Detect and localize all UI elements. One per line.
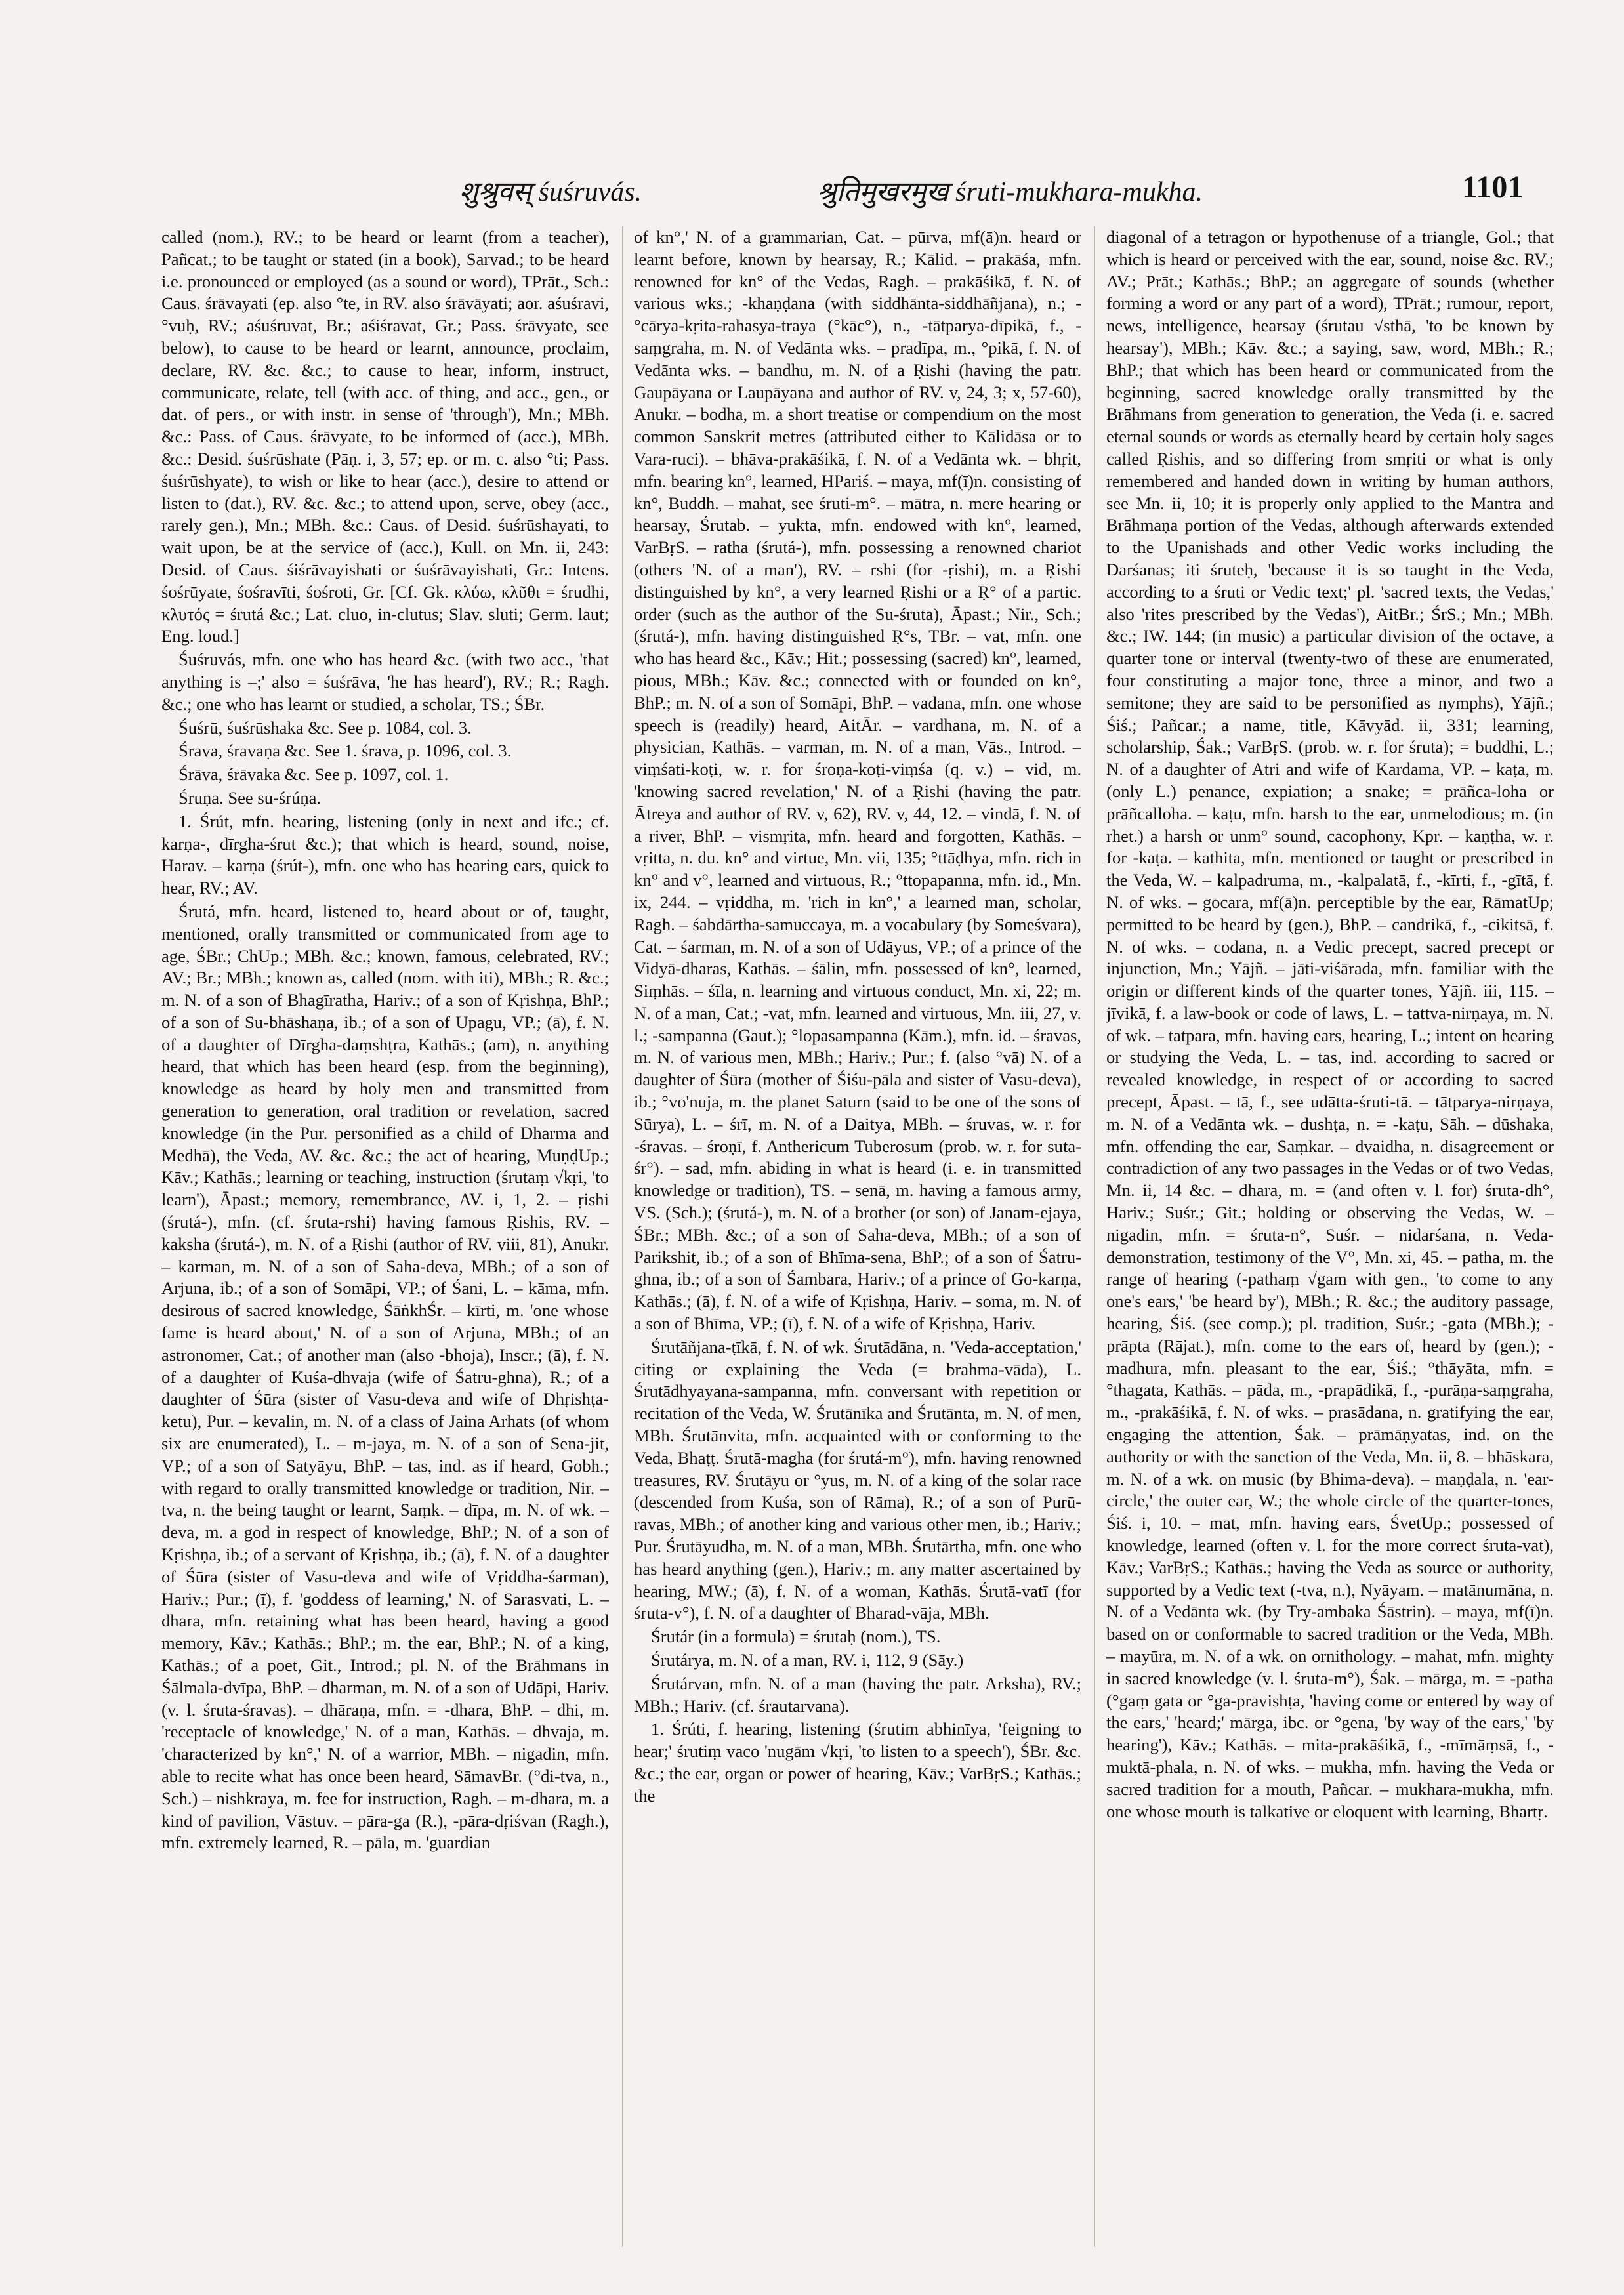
entry-sruta: Śrutá, mfn. heard, listened to, heard about or of, taught, mentioned, orally transmitted or communicated from age to age, ŚBr.; ChUp.; MBh. &c.; known, famous, celebrated, RV.; AV.; Br.; MBh.; known as, called (nom. with iti), MBh.; R. &c.; m. N. of a son of Bhagīratha, Hariv.; of a son of Kṛishṇa, BhP.; of a son of Su-bhāshaṇa, ib.; of a son of Upagu, VP.; (ā), f. N. of a daughter of Dīrgha-daṃshṭra, Kathās.; (am), n. anything heard, that which has been heard (esp. from the beginning), knowledge as heard by holy men and transmitted from generation to generation, oral tradition or revelation, sacred knowledge (in the Pur. personified as a child of Dharma and Medhā), the Veda, AV. &c. &c.; the act of hearing, MuṇḍUp.; Kāv.; Kathās.; learning or teaching, instruction (śrutaṃ √kṛi, 'to learn'), Āpast.; memory, remembrance, AV. i, 1, 2. – ṛishi (śrutá-), mfn. (cf. śruta-rshi) having famous Ṛishis, RV. – kaksha (śrutá-), m. N. of a Ṛishi (author of RV. viii, 81), Anukr. – karman, m. N. of a son of Saha-deva, MBh.; of a son of Arjuna, ib.; of a son of Somāpi, VP.; of Śani, L. – kāma, mfn. desirous of sacred knowledge, ŚāṅkhŚr. – kīrti, m. 'one whose fame is heard about,' N. of a son of Arjuna, MBh.; of an astronomer, Cat.; of another man (also -bhoja), Inscr.; (ā), f. N. of a daughter of Kuśa-dhvaja (wife of Śatru-ghna), R.; of a daughter of Śūra (sister of Vasu-deva and wife of Dhṛishṭa-ketu), Pur. – kevalin, m. N. of a class of Jaina Arhats (of whom six are enumerated), L. – m-jaya, m. N. of a son of Sena-jit, VP.; of a son of Satyāyu, BhP. – tas, ind. as if heard, Gobh.; with regard to orally transmitted knowledge or tradition, Nir. – tva, n. the being taught or learnt, Saṃk. – dīpa, m. N. of wk. – deva, m. a god in respect of knowledge, BhP.; N. of a son of Kṛishṇa, ib.; of a servant of Kṛishṇa, ib.; (ā), f. N. of a daughter of Śūra (sister of Vasu-deva and wife of Vṛiddha-śarman), Hariv.; Pur.; (ī), f. 'goddess of learning,' N. of Sarasvati, L. – dhara, mfn. retaining what has been heard, having a good memory, Kāv.; Kathās.; BhP.; m. the ear, BhP.; N. of a king, Kathās.; of a poet, Git., Introd.; pl. N. of the Brāhmans in Śālmala-dvīpa, BhP. – dharman, m. N. of a son of Udāpi, Hariv. (v. l. śruta-śravas). – dhāraṇa, mfn. = -dhara, BhP. – dhi, m. 'receptacle of knowledge,' N. of a man, Kathās. – dhvaja, m. 'characterized by kn°,' N. of a warrior, MBh. – nigadin, mfn. able to recite what has once been heard, SāmavBr. (°di-tva, n., Sch.) – nishkraya, m. fee for instruction, Ragh. – m-dhara, m. a kind of pavilion, Vāstuv. – pāra-ga (R.), -pāra-dṛiśvan (Ragh.), mfn. extremely learned, R. – pāla, m. 'guardian — [161, 901, 609, 1853]
column-3 — [1106, 226, 1554, 2247]
entry-continuation: of kn°,' N. of a grammarian, Cat. – pūrva, mf(ā)n. heard or learnt before, known by hearsay, R.; Kālid. – prakāśa, mfn. renowned for kn° of the Vedas, Ragh. – prakāśikā, f. N. of various wks.; -khaṇḍana (with siddhānta-siddhāñjana), n.; -°cārya-kṛita-rahasya-traya (°kāc°), n., -tātparya-dīpikā, f., -saṃgraha, m. N. of Vedānta wks. – pradīpa, m., °pikā, f. N. of Vedānta wks. – bandhu, m. N. of a Ṛishi (having the patr. Gaupāyana or Laupāyana and author of RV. v, 24, 3; x, 57-60), Anukr. – bodha, m. a short treatise or compendium on the most common Sanskrit metres (attributed either to Kālidāsa or to Vara-ruci). – bhāva-prakāśikā, f. N. of a Vedānta wk. – bhṛit, mfn. bearing kn°, learned, HPariś. – maya, mf(ī)n. consisting of kn°, Buddh. – mahat, see śruti-m°. – mātra, n. mere hearing or hearsay, Śrutab. – yukta, mfn. endowed with kn°, learned, VarBṛS. – ratha (śrutá-), mfn. possessing a renowned chariot (others 'N. of a man'), RV. – rshi (for -ṛishi), m. a Ṛishi distinguished by kn°, a very learned Ṛishi or a Ṛ° of a partic. order (such as the author of the Su-śruta), Āpast.; Nir., Sch.; (śrutá-), mfn. having distinguished Ṛ°s, TBr. – vat, mfn. one who has heard &c., Kāv.; Hit.; possessing (sacred) kn°, learned, pious, MBh.; Kāv. &c.; connected with or founded on kn°, BhP.; m. N. of a son of Somāpi, BhP. – vadana, mfn. one whose speech is (readily) heard, AitĀr. – vardhana, m. N. of a physician, Kathās. – varman, m. N. of a man, Vās., Introd. – viṃśati-koṭi, w. r. for śroṇa-koṭi-viṃśa (q. v.) – vid, m. 'knowing sacred revelation,' N. of a Ṛishi (having the patr. Ātreya and author of RV. v, 62), RV. v, 44, 12. – vindā, f. N. of a river, BhP. – vismṛita, mfn. heard and forgotten, Kathās. – vṛitta, n. du. kn° and virtue, Mn. vii, 135; °ttāḍhya, mfn. rich in kn° and v°, learned and virtuous, R.; °ttopapanna, mfn. id., Mn. ix, 244. – vṛiddha, m. 'rich in kn°,' a learned man, scholar, Ragh. – śabdārtha-samuccaya, m. a vocabulary (by Someśvara), Cat. – śarman, m. N. of a son of Udāyus, VP.; of a prince of the Vidyā-dharas, Kathās. – śālin, mfn. possessed of kn°, learned, Siṃhās. – śīla, n. learning and virtuous conduct, Mn. xi, 22; m. N. of a man, Cat.; -vat, mfn. learned and virtuous, Mn. iii, 27, v. l.; -sampanna (Gaut.); °lopasampanna (Kām.), mfn. id. – śravas, m. N. of various men, MBh.; Hariv.; Pur.; f. (also °vā) N. of a daughter of Śūra (mother of Śiśu-pāla and sister of Vasu-deva), ib.; °vo'nuja, m. the planet Saturn (said to be one of the sons of Sūrya), L. – śrī, m. N. of a Daitya, MBh. – śruvas, w. r. for -śravas. – śroṇī, f. Anthericum Tuberosum (prob. w. r. for suta-śr°). – sad, mfn. abiding in what is heard (i. e. in transmitted knowledge or tradition), TS. – senā, m. having a famous army, VS. (Sch.); (śrutá-), m. N. of a brother (or son) of Janam-ejaya, ŚBr.; MBh. &c.; of a son of Saha-deva, MBh.; of a son of Parikshit, ib.; of a son of Bhīma-sena, BhP.; of a son of Śatru-ghna, ib.; of a son of Śambara, Hariv.; of a prince of Go-karṇa, Kathās.; (ā), f. N. of a wife of Kṛishṇa, Hariv. – soma, m. N. of a son of Bhīma, VP.; (ī), f. N. of a wife of Kṛishṇa, Hariv. — [634, 227, 1081, 1334]
page-number: 1101 — [1462, 170, 1524, 205]
center-running-headword: श्रुतिमुखरमुख śruti-mukhara-mukha. — [817, 177, 1203, 207]
entry-srava-long: Śrāva, śrāvaka &c. See p. 1097, col. 1. — [178, 764, 449, 785]
entry-srutar: Śrutár (in a formula) = śrutaḥ (nom.), TS. — [651, 1626, 941, 1647]
entry-srutarya: Śrutárya, m. N. of a man, RV. i, 112, 9 (Sāy.) — [651, 1650, 964, 1670]
entry-srava: Śrava, śravaṇa &c. See 1. śrava, p. 1096, col. 3. — [178, 741, 512, 761]
page-header — [0, 172, 1624, 211]
entry-srutanjana: Śrutāñjana-ṭīkā, f. N. of wk. Śrutādāna, n. 'Veda-acceptation,' citing or explaining the Veda (= brahma-vāda), L. Śrutādhyayana-sampanna, mfn. conversant with repetition or recitation of the Veda, W. Śrutānīka and Śrutānta, m. N. of men, MBh. Śrutānvita, mfn. acquainted with or conforming to the Veda, Bhaṭṭ. Śrutā-magha (for śrutá-m°), mfn. having renowned treasures, RV. Śrutāyu or °yus, m. N. of a king of the solar race (descended from Kuśa, son of Rāma), R.; of a son of Purū-ravas, MBh.; of another king and various other men, ib.; Hariv.; Pur. Śrutāyudha, m. N. of a man, MBh. Śrutārtha, mfn. one who has heard anything (gen.), Hariv.; m. any matter ascertained by hearing, MW.; (ā), f. N. of a woman, Kathās. Śrutā-vatī (for śruta-v°), f. N. of a daughter of Bharad-vāja, MBh. — [634, 1336, 1081, 1623]
left-running-headword: शुश्रुवस् śuśruvás. — [459, 177, 642, 207]
entry-srutarvan: Śrutárvan, mfn. N. of a man (having the patr. Arksha), RV.; MBh.; Hariv. (cf. śrautarvana). — [634, 1673, 1081, 1716]
column-1 — [161, 226, 609, 2247]
column-2 — [634, 226, 1081, 2247]
entry-susru: Śuśrū, śuśrūshaka &c. See p. 1084, col. 3. — [178, 717, 472, 737]
entry-continuation: called (nom.), RV.; to be heard or learnt (from a teacher), Pañcat.; to be taught or stated (in a book), Sarvad.; to be heard i.e. pronounced or employed (as a sound or word), TPrāt., Sch.: Caus. śrāvayati (ep. also °te, in RV. also śrāvāyati; aor. aśuśravi, °vuḥ, RV.; aśuśruvat, Br.; aśiśravat, Gr.; Pass. śrāvyate, see below), to cause to be heard or learnt, announce, proclaim, declare, RV. &c. &c.; to cause to hear, inform, instruct, communicate, relate, tell (with acc. of thing, and acc., gen., or dat. of pers., or with instr. in sense of 'through'), Mn.; MBh. &c.: Pass. of Caus. śrāvyate, to be informed of (acc.), MBh. &c.: Desid. śuśrūshate (Pāṇ. i, 3, 57; ep. or m. c. also °ti; Pass. śuśrūshyate), to wish or like to hear (acc.), desire to attend or listen to (dat.), RV. &c. &c.; to attend upon, serve, obey (acc., rarely gen.), Mn.; MBh. &c.: Caus. of Desid. śuśrūshayati, to wait upon, be at the service of (acc.), Kull. on Mn. ii, 243: Desid. of Caus. śiśrāvayishati or śuśrāvayishati, Gr.: Intens. śośrūyate, śośravīti, śośroti, Gr. [Cf. Gk. κλύω, κλῦθι = śrudhi, κλυτός = śrutá &c.; Lat. cluo, in-clutus; Slav. sluti; Germ. laut; Eng. loud.] — [161, 227, 609, 646]
column-divider-1 — [622, 226, 623, 2247]
column-divider-2 — [1094, 226, 1095, 2247]
entry-susruvas: Śuśruvás, mfn. one who has heard &c. (with two acc., 'that anything is –;' also = śuśrāva, 'he has heard'), RV.; R.; Ragh. &c.; one who has learnt or studied, a scholar, TS.; ŚBr. — [161, 650, 609, 714]
entry-sruna: Śruṇa. See su-śrúṇa. — [178, 787, 322, 808]
entry-sruti: 1. Śrúti, f. hearing, listening (śrutim abhinīya, 'feigning to hear;' śrutiṃ vaco 'nugām √kṛi, 'to listen to a speech'), ŚBr. &c. &c.; the ear, organ or power of hearing, Kāv.; VarBṛS.; Kathās.; the — [634, 1719, 1081, 1806]
entry-srut: 1. Śrút, mfn. hearing, listening (only in next and ifc.; cf. karṇa-, dīrgha-śrut &c.); that which is heard, sound, noise, Harav. – karṇa (śrút-), mfn. one who has hearing ears, quick to hear, RV.; AV. — [161, 811, 609, 898]
entry-continuation: diagonal of a tetragon or hypothenuse of a triangle, Gol.; that which is heard or perceived with the ear, sound, noise &c. RV.; AV.; Prāt.; Kathās.; BhP.; an aggregate of sounds (whether forming a word or any part of a word), TPrāt.; rumour, report, news, intelligence, hearsay (śrutau √sthā, 'to be known by hearsay'), MBh.; Kāv. &c.; a saying, saw, word, MBh.; R.; BhP.; that which has been heard or communicated from the beginning, sacred knowledge orally transmitted by the Brāhmans from generation to generation, the Veda (i. e. sacred eternal sounds or words as eternally heard by certain holy sages called Ṛishis, and so differing from smṛiti or what is only remembered and handed down in writing by human authors, see Mn. ii, 10; it is properly only applied to the Mantra and Brāhmaṇa portion of the Vedas, although afterwards extended to the Upanishads and other Vedic works including the Darśanas; iti śruteḥ, 'because it is so taught in the Veda, according to a śruti or Vedic text;' pl. 'sacred texts, the Vedas,' also 'rites prescribed by the Vedas'), AitBr.; ŚrS.; Mn.; MBh. &c.; IW. 144; (in music) a particular division of the octave, a quarter tone or interval (twenty-two of these are enumerated, four constituting a major tone, three a minor, and two a semitone; they are said to be personified as nymphs), Yājñ.; Śiś.; Pañcar.; a name, title, Kāvyād. ii, 331; learning, scholarship, Śak.; VarBṛS. (prob. w. r. for śruta); = buddhi, L.; N. of a daughter of Atri and wife of Kardama, VP. – kaṭa, m. (only L.) penance, expiation; a snake; = prāñca-loha or prāñcalloha. – kaṭu, mfn. harsh to the ear, unmelodious; m. (in rhet.) a harsh or unm° sound, cacophony, Kpr. – kaṇṭha, w. r. for -kaṭa. – kathita, mfn. mentioned or taught or prescribed in the Veda, W. – kalpadruma, m., -kalpalatā, f., -kīrti, f., -gītā, f. N. of wks. – gocara, mf(ā)n. perceptible by the ear, RāmatUp; permitted to be heard by (gen.), BhP. – candrikā, f., -cikitsā, f. N. of wks. – codana, n. a Vedic precept, sacred precept or injunction, Mn.; Yājñ. – jāti-viśārada, mfn. familiar with the origin or different kinds of the quarter tones, Yājñ. iii, 115. – jīvikā, f. a law-book or code of laws, L. – tattva-nirṇaya, m. N. of wk. – tatpara, mfn. having ears, hearing, L.; intent on hearing or studying the Veda, L. – tas, ind. according to sacred or revealed knowledge, in respect of or according to sacred precept, Āpast. – tā, f., see udātta-śruti-tā. – tātparya-nirṇaya, m. N. of a Vedānta wk. – dushṭa, n. = -kaṭu, Sāh. – dūshaka, mfn. offending the ear, Saṃkar. – dvaidha, n. disagreement or contradiction of any two passages in the Vedas or of two Vedas, Mn. ii, 14 &c. – dhara, m. = (and often v. l. for) śruta-dh°, Hariv.; Suśr.; Git.; holding or observing the Vedas, W. – nigadin, mfn. = śruta-n°, Suśr. – nidarśana, n. Veda-demonstration, testimony of the V°, Mn. xi, 45. – patha, m. the range of hearing (-pathaṃ √gam with gen., 'to come to any one's ears,' 'be heard by'), MBh.; R. &c.; the auditory passage, hearing, Śiś. (see comp.); pl. tradition, Suśr.; -gata (MBh.); -prāpta (Rājat.), mfn. come to the ears of, heard by (gen.); -madhura, mfn. pleasant to the ear, Śiś.; °thāyāta, mfn. = °thagata, Kathās. – pāda, m., -prapādikā, f., -purāṇa-saṃgraha, m., -prakāśikā, f. N. of wks. – prasādana, n. gratifying the ear, engaging the attention, Śak. – prāmāṇyatas, ind. on the authority or with the sanction of the Veda, Mn. ii, 8. – bhāskara, m. N. of a wk. on music (by Bhima-deva). – maṇḍala, n. 'ear-circle,' the outer ear, W.; the whole circle of the quarter-tones, Śiś. i, 10. – mat, mfn. having ears, ŚvetUp.; possessed of knowledge, learned (often v. l. for the more correct śruta-vat), Kāv.; VarBṛS.; Kathās.; having the Veda as source or authority, supported by a Vedic text (-tva, n.), Nyāyam. – matānumāna, n. N. of a Vedānta wk. (by Try-ambaka Śāstrin). – maya, mf(ī)n. based on or conformable to sacred tradition or the Veda, MBh. – mayūra, m. N. of a wk. on ornithology. – mahat, mfn. mighty in sacred knowledge (v. l. śruta-m°), Śak. – mārga, m. = -patha (°gaṃ gata or °ga-pravishṭa, 'having come or entered by way of the ears,' 'heard;' mārga, ibc. or °gena, 'by way of the ears,' 'by hearing'), Kāv.; Kathās. – mita-prakāśikā, f., -mīmāṃsā, f., -muktā-phala, n. N. of wks. – mukha, mfn. having the Veda or sacred tradition for a mouth, Pañcar. – mukhara-mukha, mfn. one whose mouth is talkative or eloquent with learning, Bhartṛ. — [1106, 227, 1554, 1821]
